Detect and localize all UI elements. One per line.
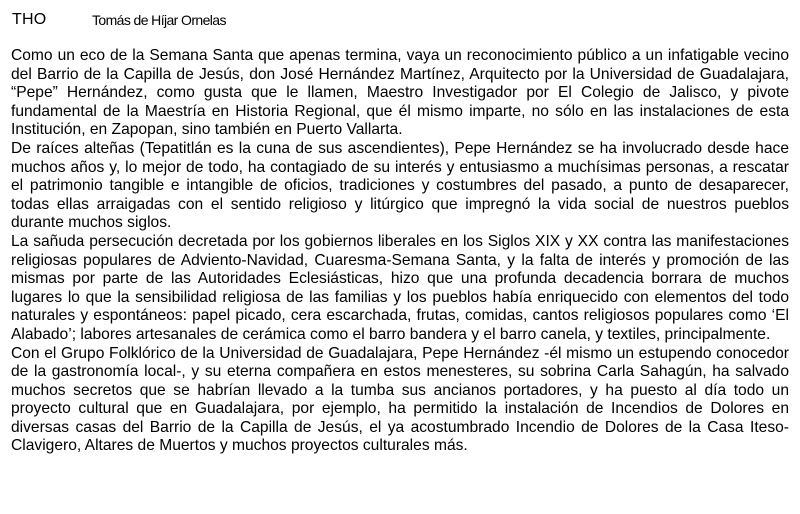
article-paragraph: De raíces alteñas (Tepatitlán es la cuna de sus ascendientes), Pepe Hernández se ha involucrado desde hace muchos años y, lo mejor de todo, ha contagiado de su interés y entusiasmo a muchísimas personas, a rescatar el patrimonio tangible e intangible de oficios, tradiciones y costumbres del pasado, a punto de desaparecer, todas ellas arraigadas con el sentido religioso y litúrgico que impregnó la vida social de nuestros pueblos durante muchos siglos.	[11, 139, 789, 232]
article-paragraph: La sañuda persecución decretada por los gobiernos liberales en los Siglos XIX y XX contra las manifestaciones religiosas populares de Adviento-Navidad, Cuaresma-Semana Santa, y la falta de interés y promoción de las mismas por parte de las Autoridades Eclesiásticas, hizo que una profunda decadencia borrara de muchos lugares lo que la sensibilidad religiosa de las familias y los pueblos había enriquecido con elementos del todo naturales y espontáneos: papel picado, cera escarchada, frutas, comidas, cantos religiosos populares como ‘El Alabado’; labores artesanales de cerámica como el barro bandera y el barro canela, y textiles, principalmente.	[11, 232, 789, 343]
section-code: THO	[12, 11, 47, 28]
article-paragraph: Como un eco de la Semana Santa que apenas termina, vaya un reconocimiento público a un infatigable vecino del Barrio de la Capilla de Jesús, don José Hernández Martínez, Arquitecto por la Universidad de Guadalajara, “Pepe” Hernández, como gusta que le llamen, Maestro Investigador por El Colegio de Jalisco, y pivote fundamental de la Maestría en Historia Regional, que él mismo imparte, no sólo en las instalaciones de esta Institución, en Zapopan, sino también en Puerto Vallarta.	[11, 47, 789, 139]
author-name: Tomás de Híjar Ornelas	[92, 12, 226, 28]
article-paragraph: Con el Grupo Folklórico de la Universidad de Guadalajara, Pepe Hernández -él mismo un estupendo conocedor de la gastronomía local-, y su eterna compañera en estos menesteres, su sobrina Carla Sahagún, ha salvado muchos secretos que se habrían llevado a la tumba sus ancianos portadores, y ha puesto al día todo un proyecto cultural que en Guadalajara, por ejemplo, ha permitido la instalación de Incendios de Dolores en diversas casas del Barrio de la Capilla de Jesús, el ya acostumbrado Incendio de Dolores de la Casa Iteso-Clavigero, Altares de Muertos y muchos proyectos culturales más.	[11, 344, 789, 455]
article-body	[11, 47, 789, 456]
document-header	[12, 10, 788, 34]
